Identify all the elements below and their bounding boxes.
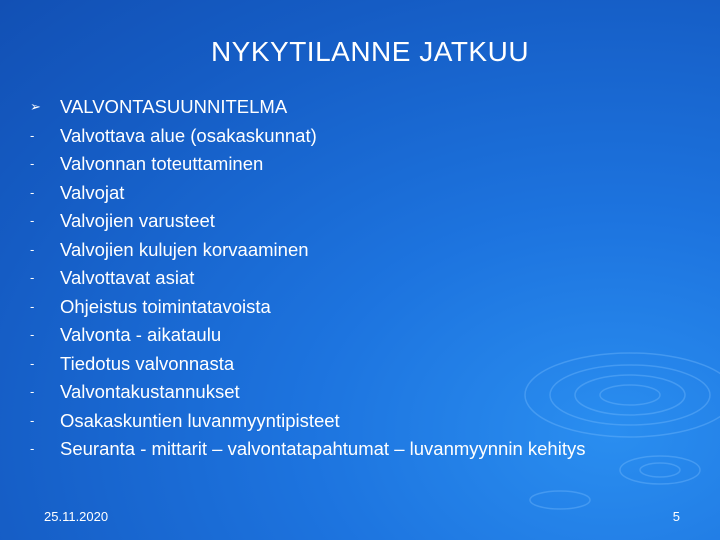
list-item-text: Ohjeistus toimintatavoista [60, 295, 271, 317]
list-item-text: Seuranta - mittarit – valvontatapahtumat – luvanmyynnin kehitys [60, 438, 586, 459]
dash-bullet-icon: - [30, 184, 35, 200]
arrow-bullet-icon: ➢ [30, 99, 41, 114]
slide-title: NYKYTILANNE JATKUU [210, 36, 530, 67]
dash-bullet-icon: - [30, 156, 35, 171]
footer-date: 25.11.2020 [44, 509, 109, 524]
list-item-text: Valvottavat asiat [60, 267, 195, 288]
list-item-text: Valvojien varusteet [60, 210, 215, 231]
dash-bullet-icon: - [30, 412, 35, 428]
list-item-text: Osakaskuntien luvanmyyntipisteet [60, 409, 340, 431]
dash-bullet-icon: - [30, 241, 35, 257]
list-item-text: Valvonta - aikataulu [60, 324, 222, 345]
dash-bullet-icon: - [30, 327, 35, 342]
list-item-text: Valvontakustannukset [60, 381, 240, 402]
list-item-text: Valvottava alue (osakaskunnat) [60, 124, 317, 146]
list-item-text: Valvojat [60, 181, 125, 203]
dash-bullet-icon: - [30, 355, 35, 371]
list-item-text: Valvonnan toteuttaminen [60, 153, 264, 174]
dash-bullet-icon: - [30, 384, 35, 399]
dash-bullet-icon: - [30, 298, 35, 314]
list-item-text: VALVONTASUUNNITELMA [60, 96, 288, 117]
dash-bullet-icon: - [30, 270, 35, 285]
list-item-text: Valvojien kulujen korvaaminen [60, 238, 309, 260]
dash-bullet-icon: - [30, 127, 35, 143]
list-item-text: Tiedotus valvonnasta [60, 352, 235, 374]
dash-bullet-icon: - [30, 213, 35, 228]
dash-bullet-icon: - [30, 441, 35, 456]
page-number: 5 [672, 509, 680, 524]
